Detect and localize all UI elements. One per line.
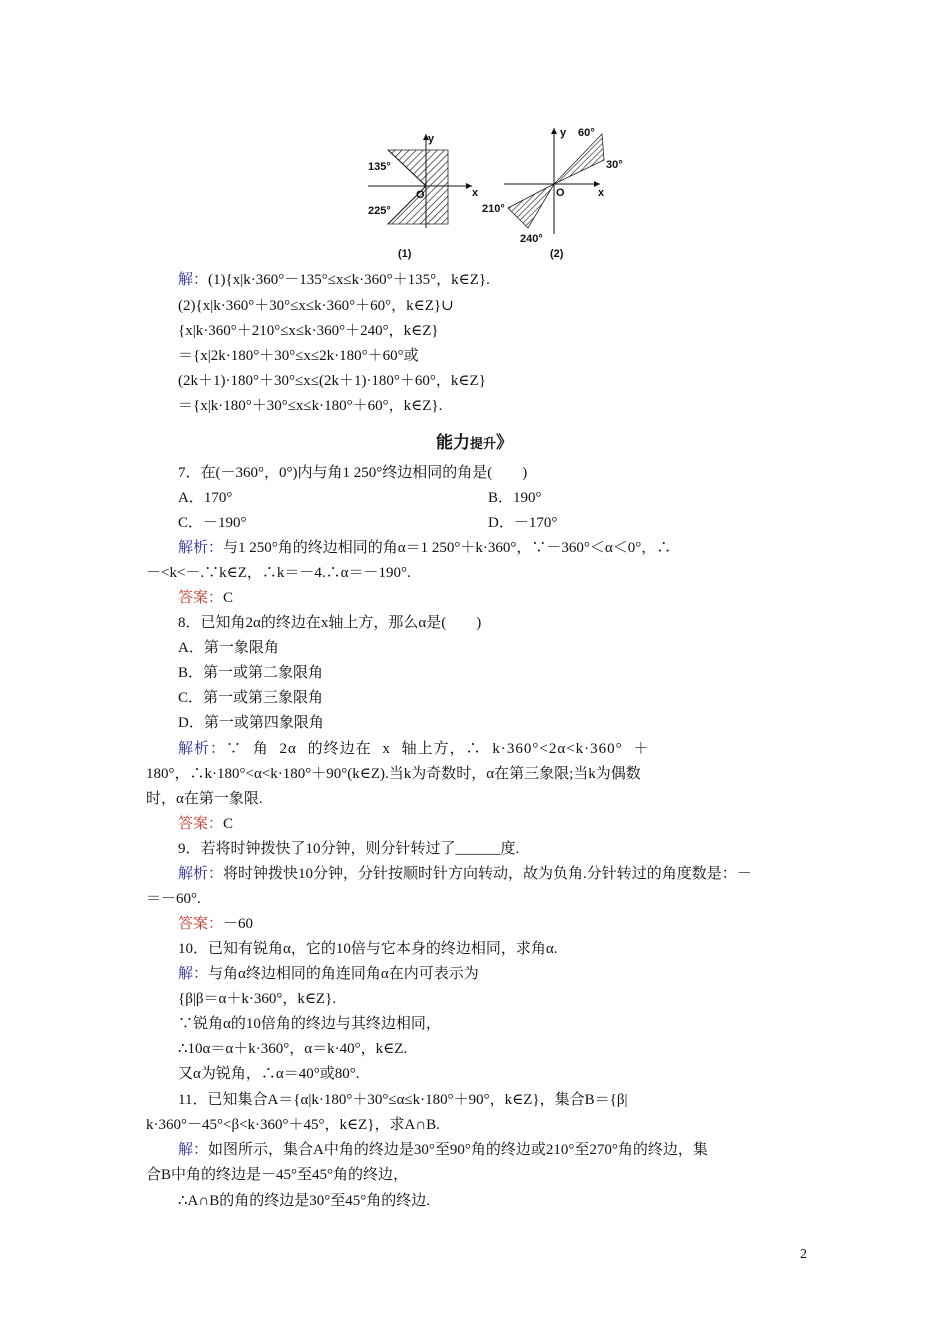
q8-stem: 8．已知角2α的终边在x轴上方，那么α是( ) bbox=[178, 615, 482, 631]
q8-analysis-text-1: ∵ 角 2α 的终边在 x 轴上方，∴ k·360°<2α<k·360° ＋ bbox=[226, 741, 650, 757]
sol6-line-2: (2){x|k·360°＋30°≤x≤k·360°＋60°，k∈Z}∪ bbox=[178, 298, 454, 314]
q8-option-b: B．第一或第二象限角 bbox=[178, 665, 324, 681]
solution-tag: 解： bbox=[178, 272, 209, 288]
answer-tag: 答案： bbox=[178, 816, 224, 832]
q8-analysis-1 bbox=[178, 739, 649, 759]
q10-solution-text-1: 与角α终边相同的角连同角α在内可表示为 bbox=[208, 966, 479, 982]
q11-solution-3: ∴A∩B的角的终边是30°至45°角的终边. bbox=[178, 1193, 430, 1209]
q11-solution-text-1: 如图所示，集合A中角的终边是30°至90°角的终边或210°至270°角的终边，集 bbox=[208, 1142, 708, 1158]
page-number: 2 bbox=[800, 1247, 807, 1262]
q8-option-d: D．第一或第四象限角 bbox=[178, 715, 324, 731]
q10-solution-5: 又α为锐角，∴α＝40°或80°. bbox=[178, 1066, 360, 1082]
q8-option-a: A．第一象限角 bbox=[178, 640, 279, 656]
x-label: x bbox=[472, 187, 479, 199]
sol6-text-1: (1){x|k·360°－135°≤x≤k·360°＋135°，k∈Z}. bbox=[208, 272, 490, 288]
figure-2-quadrant-diagram bbox=[480, 124, 630, 264]
q9-analysis-text-1: 将时钟拨快10分钟，分针按顺时针方向转动，故为负角.分针转过的角度数是：－ bbox=[223, 866, 752, 882]
q7-analysis-2: －<k<－.∵k∈Z，∴k＝－4.∴α＝－190°. bbox=[146, 565, 411, 581]
q10-solution-3: ∵锐角α的10倍角的终边与其终边相同， bbox=[178, 1016, 441, 1032]
q10-solution-2: {β|β＝α＋k·360°，k∈Z}. bbox=[178, 991, 337, 1007]
q8-analysis-2: 180°，∴k·180°<α<k·180°＋90°(k∈Z).当k为奇数时，α在第三象限;当k为偶数 bbox=[146, 766, 641, 782]
q10-solution-4: ∴10α＝α＋k·360°，α＝k·40°，k∈Z. bbox=[178, 1041, 408, 1057]
sol6-line-6: ＝{x|k·180°＋30°≤x≤k·180°＋60°，k∈Z}. bbox=[178, 398, 443, 414]
analysis-tag: 解析： bbox=[178, 741, 227, 757]
solution-tag: 解： bbox=[178, 1142, 209, 1158]
sol6-line-3: {x|k·360°＋210°≤x≤k·360°＋240°，k∈Z} bbox=[178, 323, 439, 339]
q11-solution-2: 合B中角的终边是－45°至45°角的终边， bbox=[146, 1167, 409, 1183]
q9-stem: 9．若将时钟拨快了10分钟，则分针转过了______度. bbox=[178, 841, 520, 857]
q10-solution-1 bbox=[178, 964, 479, 984]
q7-answer bbox=[178, 588, 233, 608]
q8-answer-value: C bbox=[223, 816, 234, 832]
q7-option-c: C．－190° bbox=[178, 515, 247, 531]
q11-stem-1: 11．已知集合A＝{α|k·180°＋30°≤α≤k·180°＋90°，k∈Z}，集合B＝{β| bbox=[178, 1092, 628, 1108]
section-banner bbox=[436, 428, 554, 454]
q8-analysis-3: 时，α在第一象限. bbox=[146, 791, 263, 807]
x-label: x bbox=[598, 187, 605, 199]
angle-label-60: 60° bbox=[578, 127, 595, 139]
figure-caption: (1) bbox=[398, 248, 412, 260]
banner-text-b: 提升 bbox=[470, 437, 497, 452]
q9-answer bbox=[178, 914, 253, 934]
q11-stem-2: k·360°－45°<β<k·360°＋45°，k∈Z}，求A∩B. bbox=[146, 1117, 440, 1133]
q9-analysis-2: ＝－60°. bbox=[146, 891, 201, 907]
q7-option-a: A．170° bbox=[178, 490, 233, 506]
banner-text-a: 能力 bbox=[436, 433, 470, 453]
sol6-line-4: ＝{x|2k·180°＋30°≤x≤2k·180°＋60°或 bbox=[178, 348, 419, 364]
figure-caption: (2) bbox=[550, 248, 564, 260]
q7-option-d: D．－170° bbox=[488, 515, 558, 531]
q7-analysis-text-1: 与1 250°角的终边相同的角α＝1 250°＋k·360°，∵－360°＜α＜0°，∴ bbox=[223, 540, 672, 556]
analysis-tag: 解析： bbox=[178, 866, 224, 882]
sol6-line-5: (2k＋1)·180°＋30°≤x≤(2k＋1)·180°＋60°，k∈Z} bbox=[178, 373, 486, 389]
q8-option-c: C．第一或第三象限角 bbox=[178, 690, 324, 706]
angle-label-225: 225° bbox=[368, 205, 391, 217]
angle-label-240: 240° bbox=[520, 233, 543, 245]
q9-answer-value: －60 bbox=[223, 916, 254, 932]
answer-tag: 答案： bbox=[178, 590, 224, 606]
y-label: y bbox=[560, 127, 567, 139]
angle-label-30: 30° bbox=[606, 159, 623, 171]
q7-analysis-1 bbox=[178, 538, 671, 558]
shaded-region-lower bbox=[508, 184, 554, 228]
banner-arrow-icon: 》 bbox=[496, 433, 514, 453]
q9-analysis-1 bbox=[178, 864, 752, 884]
shaded-region-upper bbox=[554, 134, 604, 184]
figure-1-quadrant-diagram bbox=[360, 128, 490, 263]
q7-option-b: B．190° bbox=[488, 490, 542, 506]
sol6-line-1 bbox=[178, 270, 490, 290]
origin-label: O bbox=[556, 187, 565, 199]
solution-tag: 解： bbox=[178, 966, 209, 982]
y-label: y bbox=[428, 133, 435, 145]
q7-answer-value: C bbox=[223, 590, 234, 606]
q7-stem: 7．在(－360°，0°)内与角1 250°终边相同的角是( ) bbox=[178, 465, 528, 481]
q8-answer bbox=[178, 814, 233, 834]
analysis-tag: 解析： bbox=[178, 540, 224, 556]
answer-tag: 答案： bbox=[178, 916, 224, 932]
angle-label-210: 210° bbox=[482, 203, 505, 215]
q11-solution-1 bbox=[178, 1140, 708, 1160]
angle-label-135: 135° bbox=[368, 161, 391, 173]
q10-stem: 10．已知有锐角α，它的10倍与它本身的终边相同，求角α. bbox=[178, 941, 558, 957]
origin-label: O bbox=[416, 189, 425, 201]
